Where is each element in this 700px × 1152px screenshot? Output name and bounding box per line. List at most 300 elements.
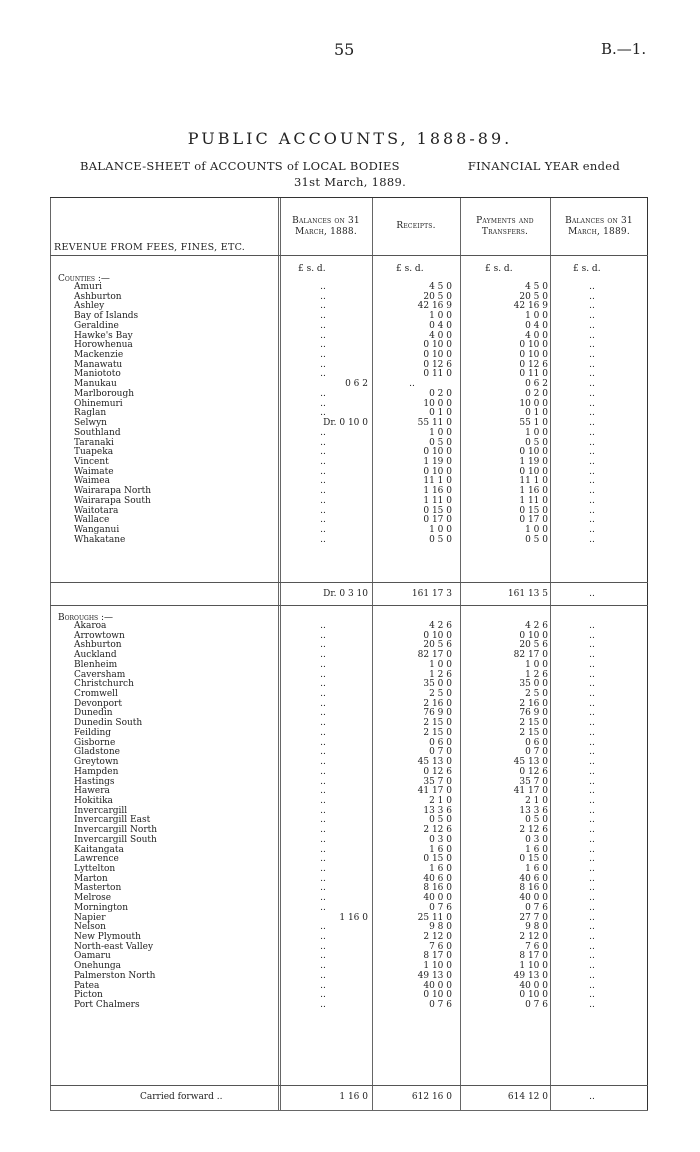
cell-bal1889: .. (589, 815, 595, 826)
cell-bal1889: .. (589, 534, 595, 545)
cell-bal1888: .. (320, 689, 326, 700)
cell-bal1889: .. (589, 747, 595, 758)
table-row (50, 507, 648, 517)
total-receipts: 161 17 3 (411, 589, 452, 599)
cell-receipts: 0 4 0 (429, 320, 452, 331)
cell-receipts: 20 5 0 (423, 291, 452, 302)
cell-bal1888: .. (320, 795, 326, 806)
cell-bal1889: .. (589, 466, 595, 477)
cell-payments: 1 6 0 (525, 844, 548, 855)
table-row (50, 312, 648, 322)
table-row (50, 836, 648, 846)
cell-bal1889: .. (589, 854, 595, 865)
cell-payments: 0 7 6 (525, 1000, 548, 1011)
cell-bal1889: .. (589, 902, 595, 913)
row-name: Marton (74, 873, 108, 884)
cell-bal1889: .. (589, 369, 595, 380)
cell-bal1889: .. (589, 311, 595, 322)
cell-bal1889: .. (589, 727, 595, 738)
cell-bal1889: .. (589, 805, 595, 816)
cell-payments: 1 10 0 (519, 961, 548, 972)
cell-bal1889: .. (589, 456, 595, 467)
cell-receipts: 8 16 0 (423, 883, 452, 894)
cell-receipts: 10 0 0 (423, 398, 452, 409)
row-name: Lawrence (74, 854, 119, 865)
cell-bal1889: .. (589, 941, 595, 952)
cell-bal1889: .. (589, 844, 595, 855)
cell-payments: 4 5 0 (525, 282, 548, 292)
row-name: Gladstone (74, 747, 120, 758)
cell-bal1888: .. (320, 786, 326, 797)
cell-receipts: 4 5 0 (429, 282, 452, 292)
cell-payments: 40 6 0 (519, 873, 548, 884)
total-payments: 161 13 5 (507, 589, 548, 599)
page-reference: B.—1. (601, 40, 647, 58)
cell-bal1889: .. (589, 427, 595, 438)
cell-payments: 0 10 0 (519, 990, 548, 1001)
row-name: Blenheim (74, 659, 118, 670)
cell-bal1888: .. (320, 883, 326, 894)
cell-bal1888: .. (320, 679, 326, 690)
carried-forward-label: Carried forward .. (140, 1092, 223, 1102)
table-row (50, 400, 648, 410)
cell-payments: 1 2 6 (525, 669, 548, 680)
cell-bal1888: .. (320, 330, 326, 341)
cell-payments: 27 7 0 (519, 912, 548, 923)
cell-bal1889: .. (589, 932, 595, 943)
cell-bal1888: .. (320, 437, 326, 448)
cell-bal1889: .. (589, 486, 595, 497)
cell-bal1888: .. (320, 815, 326, 826)
cell-payments: 1 0 0 (525, 427, 548, 438)
row-name: Selwyn (74, 418, 107, 429)
cell-bal1889: .. (589, 359, 595, 370)
row-name: Geraldine (74, 320, 119, 331)
cell-receipts: 0 2 0 (429, 388, 452, 399)
table-row (50, 972, 648, 982)
cell-payments: 42 16 9 (513, 301, 548, 312)
cf-payments: 614 12 0 (507, 1092, 548, 1102)
cell-bal1889: .. (589, 447, 595, 458)
cell-receipts: 1 11 0 (423, 495, 452, 506)
cell-payments: 2 5 0 (525, 689, 548, 700)
cell-bal1888: .. (320, 640, 326, 651)
cell-bal1888: .. (320, 990, 326, 1001)
cell-payments: 0 11 0 (519, 369, 548, 380)
row-name: Arrowtown (74, 630, 125, 641)
cell-bal1889: .. (589, 330, 595, 341)
row-name: Ashburton (74, 291, 122, 302)
cell-receipts: 20 5 6 (423, 640, 452, 651)
cf-bal1889: .. (589, 1092, 595, 1102)
cell-bal1888: .. (320, 805, 326, 816)
cell-receipts: 0 7 6 (429, 902, 452, 913)
cell-bal1889: .. (589, 951, 595, 962)
cell-payments: 0 17 0 (519, 515, 548, 526)
cell-bal1889: .. (589, 659, 595, 670)
table-row (50, 855, 648, 865)
cell-bal1889: .. (589, 912, 595, 923)
cell-payments: 0 1 0 (525, 408, 548, 419)
counties-total-row (50, 582, 648, 606)
cell-payments: 1 16 0 (519, 486, 548, 497)
table-row (50, 778, 648, 788)
table-row (50, 497, 648, 507)
cell-receipts: 1 19 0 (423, 456, 452, 467)
cell-payments: 4 2 6 (525, 621, 548, 631)
cell-bal1888: .. (320, 757, 326, 768)
subtitle-part-a: BALANCE-SHEET of ACCOUNTS of LOCAL BODIES (79, 159, 400, 173)
row-name: Marlborough (74, 388, 135, 399)
cell-bal1888: .. (320, 301, 326, 312)
table-row (50, 322, 648, 332)
row-name: Feilding (74, 727, 112, 738)
row-name: Manukau (74, 379, 117, 390)
row-name: Hawera (74, 786, 110, 797)
row-name: Waimate (74, 466, 114, 477)
cell-bal1889: .. (589, 922, 595, 933)
cell-payments: 1 11 0 (519, 495, 548, 506)
cell-payments: 0 6 0 (525, 737, 548, 748)
cell-receipts: 40 0 0 (423, 893, 452, 904)
row-name: Waimea (74, 476, 110, 487)
cell-bal1889: .. (589, 525, 595, 535)
table-row (50, 458, 648, 468)
cell-bal1889: .. (589, 834, 595, 845)
cell-bal1889: .. (589, 679, 595, 690)
row-name: Dunedin (74, 708, 113, 719)
cell-receipts: 11 1 0 (423, 476, 452, 487)
cell-bal1888: .. (320, 388, 326, 399)
cell-bal1888: .. (320, 630, 326, 641)
column-header-revenue: REVENUE FROM FEES, FINES, ETC. (54, 242, 246, 253)
table-row (50, 739, 648, 749)
cell-bal1888: .. (320, 718, 326, 729)
cell-bal1889: .. (589, 640, 595, 651)
cell-receipts: 2 5 0 (429, 689, 452, 700)
cell-payments: 0 10 0 (519, 447, 548, 458)
cell-payments: 0 10 0 (519, 340, 548, 351)
cell-bal1889: .. (589, 669, 595, 680)
cell-bal1889: .. (589, 408, 595, 419)
cell-bal1889: .. (589, 757, 595, 768)
cell-receipts: 1 0 0 (429, 311, 452, 322)
cell-receipts: 2 16 0 (423, 698, 452, 709)
cell-payments: 0 10 0 (519, 350, 548, 361)
cell-bal1888: .. (320, 495, 326, 506)
cell-bal1889: .. (589, 883, 595, 894)
cell-bal1889: .. (589, 718, 595, 729)
cell-bal1888: .. (320, 320, 326, 331)
units-label: £ s. d. (298, 264, 326, 274)
cell-bal1889: .. (589, 737, 595, 748)
page-title: PUBLIC ACCOUNTS, 1888-89. (187, 129, 513, 148)
row-name: Auckland (74, 650, 117, 661)
table-row (50, 526, 648, 536)
row-name: Mackenzie (74, 350, 124, 361)
cell-receipts: 0 6 0 (429, 737, 452, 748)
cell-payments: 41 17 0 (513, 786, 548, 797)
cell-receipts: 13 3 6 (423, 805, 452, 816)
cell-payments: 1 0 0 (525, 659, 548, 670)
cell-receipts: 0 10 0 (423, 340, 452, 351)
cell-bal1888: .. (320, 932, 326, 943)
table-row (50, 671, 648, 681)
cell-bal1889: .. (589, 291, 595, 302)
cell-payments: 10 0 0 (519, 398, 548, 409)
cell-receipts: 2 12 0 (423, 932, 452, 943)
cell-payments: 0 7 0 (525, 747, 548, 758)
cell-bal1888: .. (320, 708, 326, 719)
cell-bal1888: .. (320, 291, 326, 302)
row-name: Christchurch (74, 679, 134, 690)
cell-bal1888: .. (320, 505, 326, 516)
cell-receipts: 4 2 6 (429, 621, 452, 631)
cell-receipts: 0 11 0 (423, 369, 452, 380)
table-row (50, 341, 648, 351)
row-name: Invercargill (74, 805, 128, 816)
column-header-balances-1888: Balances on 31 March, 1888. (292, 215, 360, 237)
cell-bal1888: .. (320, 893, 326, 904)
row-name: Picton (74, 990, 103, 1001)
cell-payments: 2 16 0 (519, 698, 548, 709)
column-header-balances-1889: Balances on 31 March, 1889. (565, 215, 633, 237)
cell-payments: 2 12 0 (519, 932, 548, 943)
units-label: £ s. d. (485, 264, 513, 274)
cell-bal1889: .. (589, 495, 595, 506)
cell-bal1888: .. (320, 737, 326, 748)
cell-payments: 0 15 0 (519, 854, 548, 865)
cell-bal1889: .. (589, 505, 595, 516)
cell-payments: 82 17 0 (513, 650, 548, 661)
cell-bal1889: .. (589, 776, 595, 787)
cell-bal1889: .. (589, 766, 595, 777)
cell-receipts: 0 12 6 (423, 766, 452, 777)
cell-bal1889: .. (589, 825, 595, 836)
cell-bal1889: .. (589, 630, 595, 641)
cell-payments: 20 5 0 (519, 291, 548, 302)
cell-bal1889: .. (589, 418, 595, 429)
cell-payments: 2 15 0 (519, 718, 548, 729)
cell-bal1888: .. (320, 922, 326, 933)
table-row (50, 293, 648, 303)
cell-payments: 1 19 0 (519, 456, 548, 467)
table-row (50, 468, 648, 478)
cell-bal1889: .. (589, 398, 595, 409)
row-name: Wallace (74, 515, 110, 526)
cell-receipts: 35 7 0 (423, 776, 452, 787)
cell-bal1888: .. (320, 834, 326, 845)
balance-sheet-table (50, 197, 648, 1111)
table-row (50, 846, 648, 856)
cell-bal1888: .. (320, 873, 326, 884)
table-row (50, 700, 648, 710)
row-name: New Plymouth (74, 932, 141, 943)
cell-payments: 1 0 0 (525, 525, 548, 535)
cell-receipts: 1 2 6 (429, 669, 452, 680)
cell-receipts: 1 16 0 (423, 486, 452, 497)
cell-bal1889: .. (589, 980, 595, 991)
cell-receipts: 0 10 0 (423, 466, 452, 477)
cell-bal1888: .. (320, 427, 326, 438)
row-name: Melrose (74, 893, 112, 904)
table-row (50, 729, 648, 739)
page-number: 55 (334, 40, 355, 59)
cell-receipts: 0 10 0 (423, 447, 452, 458)
row-name: Akaroa (74, 621, 107, 631)
cell-payments: 49 13 0 (513, 970, 548, 981)
table-row (50, 641, 648, 651)
row-name: Greytown (74, 757, 119, 768)
cell-payments: 0 7 6 (525, 902, 548, 913)
row-name: Manawatu (74, 359, 123, 370)
cell-bal1889: .. (589, 437, 595, 448)
column-header-receipts: Receipts. (396, 221, 436, 231)
row-name: Dunedin South (74, 718, 143, 729)
cell-bal1888: .. (320, 350, 326, 361)
cell-bal1888: 1 16 0 (339, 912, 368, 923)
table-row (50, 429, 648, 439)
row-name: Kaitangata (74, 844, 124, 855)
cell-bal1889: .. (589, 1000, 595, 1011)
cell-payments: 0 2 0 (525, 388, 548, 399)
cell-bal1888: .. (320, 650, 326, 661)
cell-receipts: 2 1 0 (429, 795, 452, 806)
cell-bal1888: .. (320, 408, 326, 419)
cell-bal1888: .. (320, 961, 326, 972)
cell-bal1888: .. (320, 1000, 326, 1011)
cell-bal1888: .. (320, 980, 326, 991)
cell-bal1888: .. (320, 970, 326, 981)
cell-receipts: 40 0 0 (423, 980, 452, 991)
cell-bal1888: .. (320, 359, 326, 370)
table-row (50, 865, 648, 875)
total-bal1889: .. (589, 589, 595, 599)
cell-bal1888: .. (320, 698, 326, 709)
row-name: Caversham (74, 669, 126, 680)
row-name: Whakatane (74, 534, 126, 545)
total-bal1888: Dr. 0 3 10 (323, 589, 368, 599)
cell-bal1888: .. (320, 864, 326, 874)
row-name: Devonport (74, 698, 122, 709)
cell-payments: 0 5 0 (525, 815, 548, 826)
cell-bal1889: .. (589, 379, 595, 390)
table-row (50, 419, 648, 429)
cell-bal1889: .. (589, 698, 595, 709)
cell-bal1888: .. (320, 659, 326, 670)
row-name: Palmerston North (74, 970, 156, 981)
cell-bal1888: .. (320, 340, 326, 351)
cell-payments: 9 8 0 (525, 922, 548, 933)
cell-payments: 0 10 0 (519, 466, 548, 477)
cell-bal1888: .. (320, 525, 326, 535)
cell-payments: 0 3 0 (525, 834, 548, 845)
table-row (50, 719, 648, 729)
cell-receipts: 0 15 0 (423, 505, 452, 516)
units-label: £ s. d. (573, 264, 601, 274)
table-row (50, 952, 648, 962)
cell-receipts: 0 5 0 (429, 437, 452, 448)
row-name: Gisborne (74, 737, 116, 748)
row-name: Invercargill East (74, 815, 151, 826)
row-name: Mornington (74, 902, 128, 913)
cell-payments: 55 1 0 (519, 418, 548, 429)
cell-receipts: 4 0 0 (429, 330, 452, 341)
row-name: Wairarapa North (74, 486, 152, 497)
cell-receipts: 2 12 6 (423, 825, 452, 836)
table-row (50, 361, 648, 371)
cell-receipts: 0 17 0 (423, 515, 452, 526)
cell-bal1888: .. (320, 447, 326, 458)
cell-receipts: 1 6 0 (429, 844, 452, 855)
table-row (50, 332, 648, 342)
table-row (50, 632, 648, 642)
cell-bal1888: .. (320, 456, 326, 467)
cf-receipts: 612 16 0 (411, 1092, 452, 1102)
cell-payments: 8 16 0 (519, 883, 548, 894)
cell-bal1888: .. (320, 282, 326, 292)
table-header (50, 198, 648, 256)
row-name: Maniototo (74, 369, 121, 380)
cell-payments: 2 15 0 (519, 727, 548, 738)
cell-bal1888: .. (320, 486, 326, 497)
row-name: Napier (74, 912, 106, 923)
cell-payments: 40 0 0 (519, 893, 548, 904)
table-row (50, 390, 648, 400)
row-name: Hokitika (74, 795, 113, 806)
cell-payments: 76 9 0 (519, 708, 548, 719)
cell-bal1889: .. (589, 786, 595, 797)
subtitle-date: 31st March, 1889. (293, 175, 407, 189)
table-row (50, 536, 648, 546)
cell-bal1888: .. (320, 844, 326, 855)
table-row (50, 351, 648, 361)
row-name: Wanganui (74, 525, 120, 535)
units-label: £ s. d. (396, 264, 424, 274)
cell-bal1889: .. (589, 873, 595, 884)
cell-bal1888: .. (320, 534, 326, 545)
row-name: Invercargill South (74, 834, 157, 845)
cell-bal1889: .. (589, 708, 595, 719)
row-name: Patea (74, 980, 100, 991)
cell-bal1888: .. (320, 369, 326, 380)
row-name: Vincent (74, 456, 109, 467)
table-row (50, 787, 648, 797)
table-row (50, 661, 648, 671)
carried-forward-row (50, 1085, 648, 1108)
cell-bal1888: .. (320, 727, 326, 738)
cell-bal1888: .. (320, 621, 326, 631)
table-row (50, 516, 648, 526)
table-row (50, 875, 648, 885)
table-row (50, 748, 648, 758)
cell-bal1889: .. (589, 388, 595, 399)
row-name: Raglan (74, 408, 107, 419)
cell-bal1889: .. (589, 476, 595, 487)
cell-receipts: 1 0 0 (429, 427, 452, 438)
cell-payments: 0 6 2 (525, 379, 548, 390)
cell-receipts: 0 10 0 (423, 630, 452, 641)
cell-bal1888: Dr. 0 10 0 (323, 418, 368, 429)
cell-bal1889: .. (589, 650, 595, 661)
table-row (50, 448, 648, 458)
cell-receipts: 0 3 0 (429, 834, 452, 845)
column-header-payments: Payments and Transfers. (476, 215, 534, 237)
cell-bal1889: .. (589, 689, 595, 700)
row-name: Wairarapa South (74, 495, 151, 506)
cell-payments: 0 5 0 (525, 437, 548, 448)
cf-bal1888: 1 16 0 (339, 1092, 368, 1102)
